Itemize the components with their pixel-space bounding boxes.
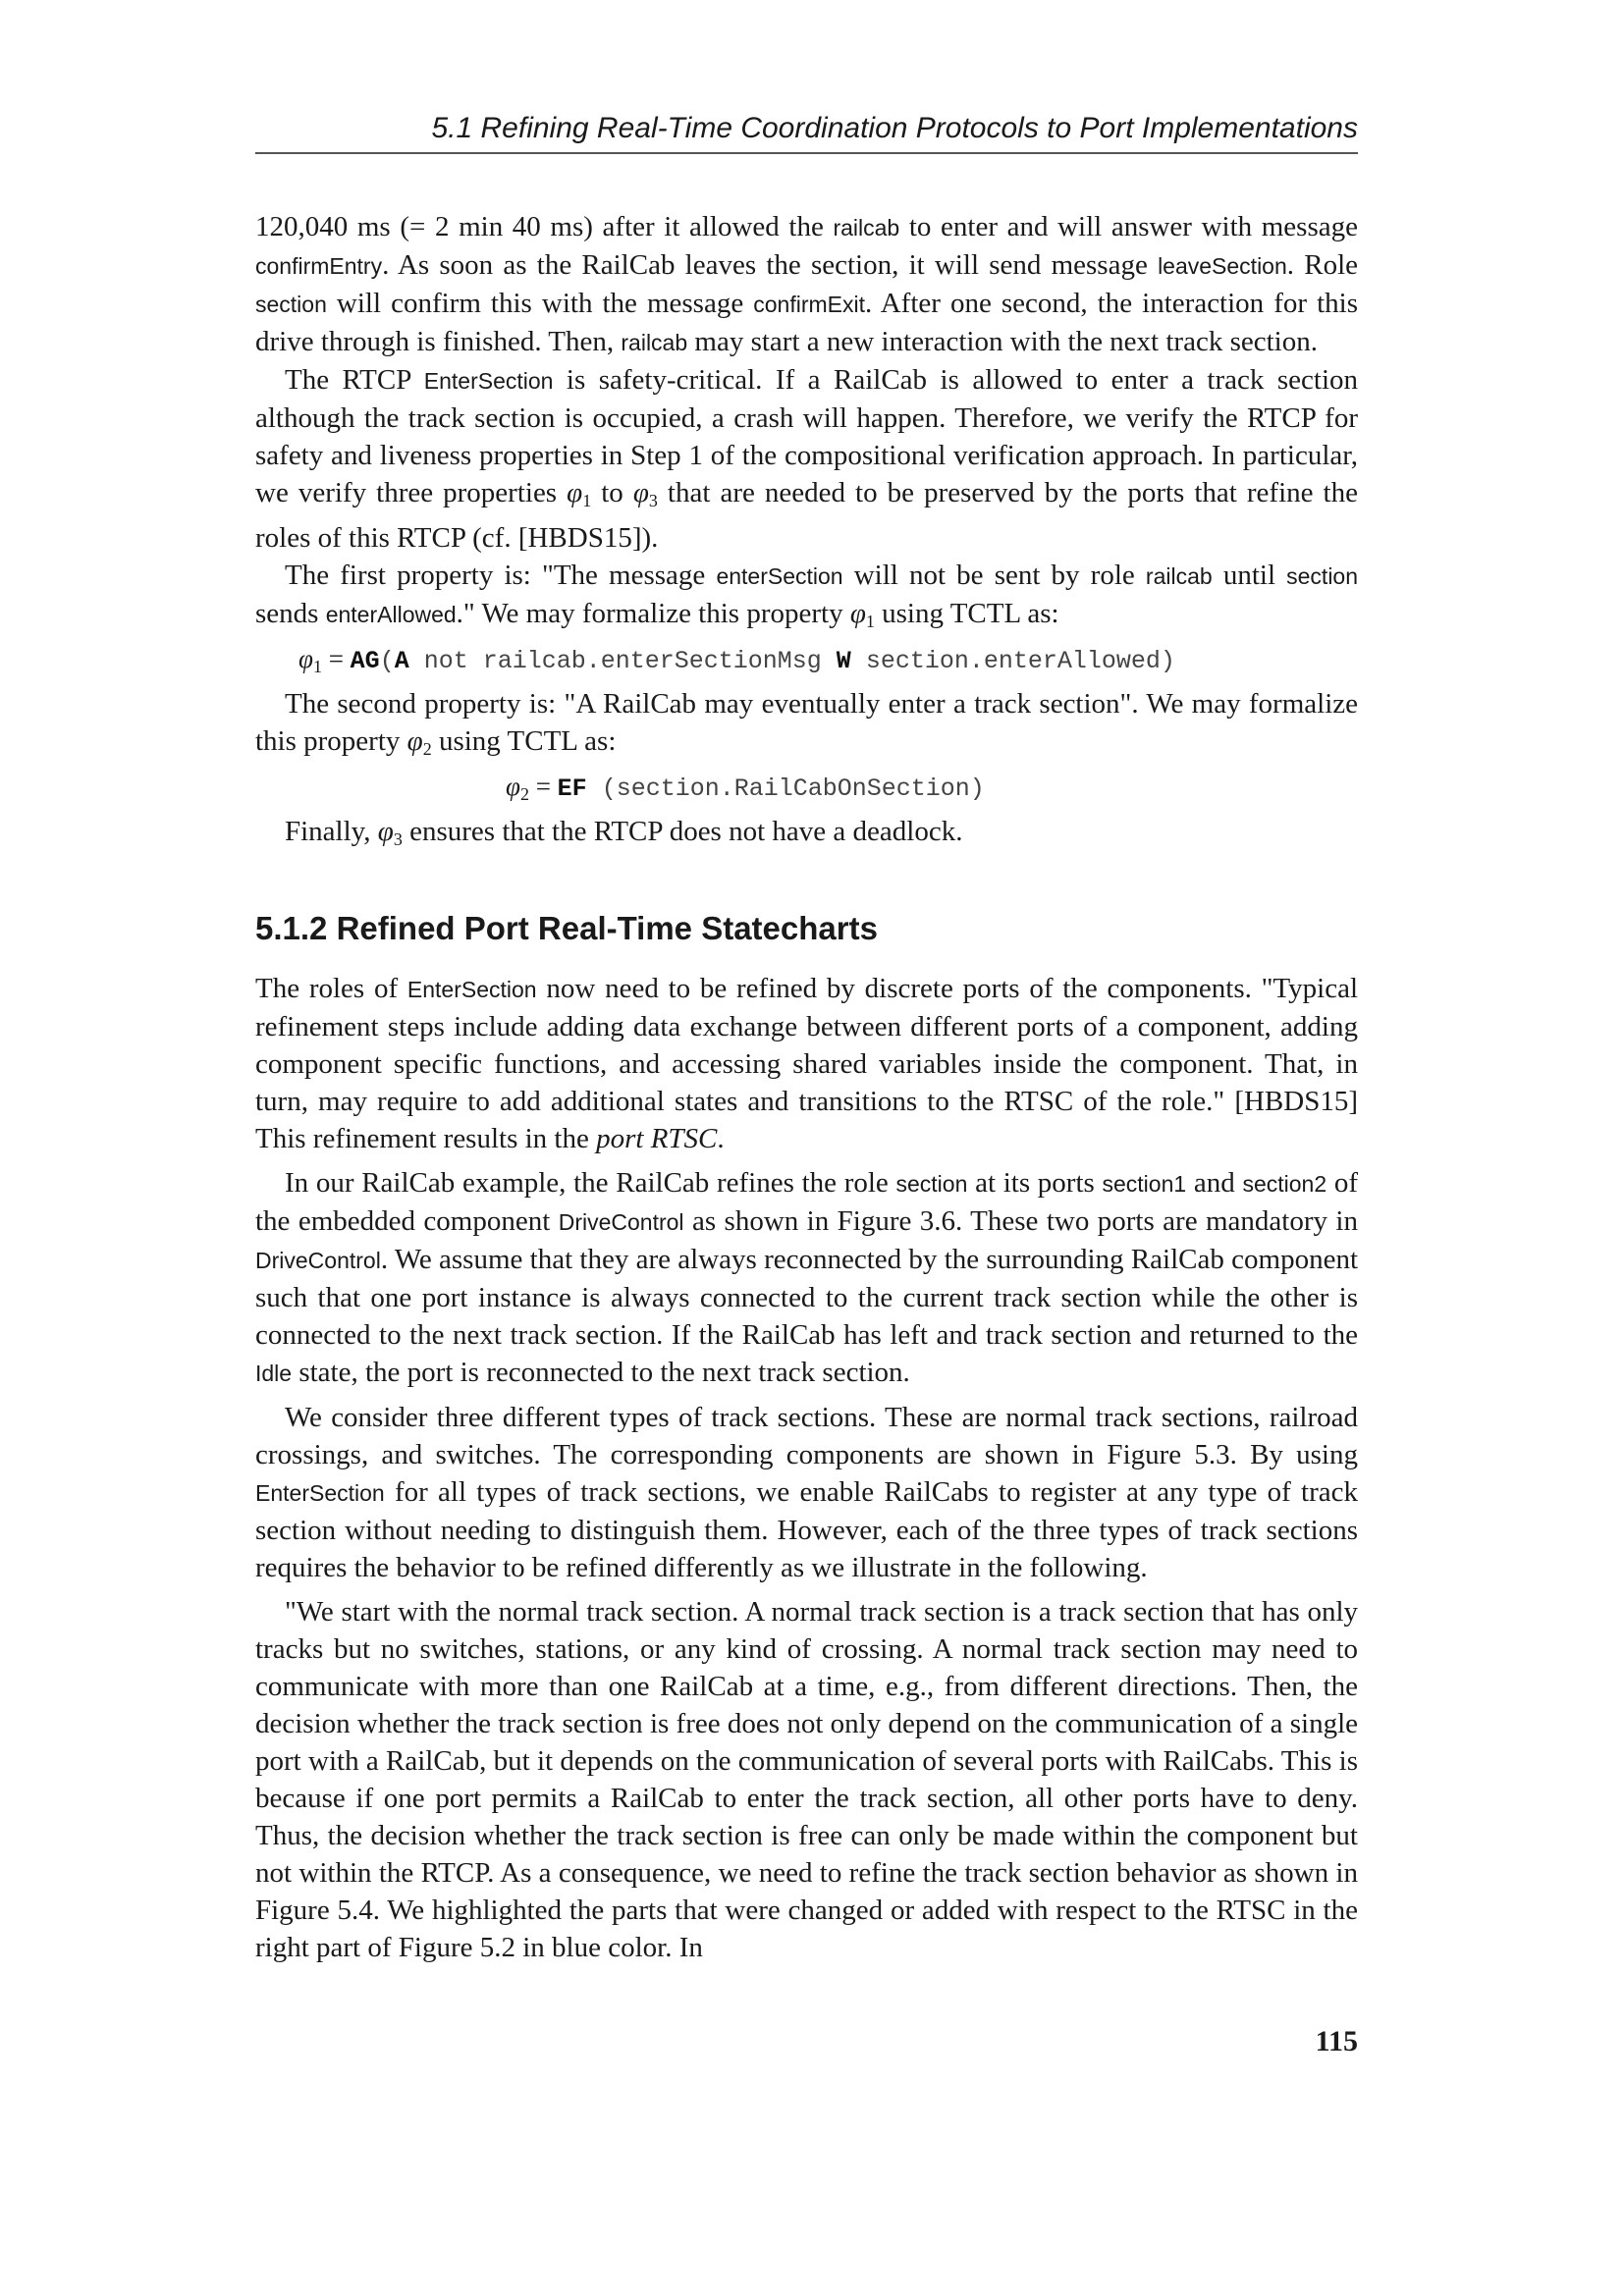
paragraph-2: The RTCP EnterSection is safety-critical. If a RailCab is allowed to enter a track section although the track section is occupied, a crash will happen. Therefore, we verify the RTCP for safety and liveness properties in Step 1 of the compositional verification approach. In particular, we verify three properties $\varphi_1$ to $\varphi_3$ that are needed to be preserved by the ports that refine the roles of this RTCP (cf. [HBDS15]).	[255, 364, 1358, 554]
formula-phi1: $\varphi_1 = AG(A$ not railcab.enterSectionMsg W section.enterAllowed)	[298, 644, 1175, 676]
paragraph-9: "We start with the normal track section. A normal track section is a track section that has only tracks but no switches, stations, or any kind of crossing. A normal track section may need to communicate with more than one RailCab at a time, e.g., from different directions. Then, the decision whether the track section is free does not only depend on the communication of a single port with a RailCab, but it depends on the communication of several ports with RailCabs. This is because if one port permits a RailCab to enter the track section, all other ports have to deny. Thus, the decision whether the track section is free can only be made within the component but not within the RTCP. As a consequence, we need to refine the track section behavior as shown in Figure 5.4. We highlighted the parts that were changed or added with respect to the RTSC in the right part of Figure 5.2 in blue color. In	[255, 1596, 1358, 1963]
header-rule	[255, 152, 1358, 154]
body-text	[255, 208, 1358, 1966]
paragraph-3: The first property is: "The message enterSection will not be sent by role railcab until section sends enterAllowed." We may formalize this property $\varphi_1$ using TCTL as:	[255, 560, 1359, 631]
section-heading: 5.1.2 Refined Port Real-Time Statecharts	[255, 910, 878, 946]
paragraph-4: The second property is: "A RailCab may eventually enter a track section". We may formalize this property $\varphi_2$ using TCTL as:	[255, 688, 1358, 759]
page-number: 115	[1315, 2025, 1358, 2057]
paragraph-6: The roles of EnterSection now need to be refined by discrete ports of the components. "Typical refinement steps include adding data exchange between different ports of a component, adding component specific functions, and accessing shared variables inside the component. That, in turn, may require to add additional states and transitions to the RTSC of the role." [HBDS15] This refinement results in the port RTSC.	[255, 973, 1358, 1154]
paragraph-7: In our RailCab example, the RailCab refines the role section at its ports section1 and section2 of the embedded component DriveControl as shown in Figure 3.6. These two ports are mandatory in DriveControl. We assume that they are always reconnected by the surrounding RailCab component such that one port instance is always connected to the current track section while the other is connected to the next track section. If the RailCab has left and track section and returned to the Idle state, the port is reconnected to the next track section.	[255, 1167, 1358, 1388]
paragraph-8: We consider three different types of track sections. These are normal track sections, railroad crossings, and switches. The corresponding components are shown in Figure 5.3. By using EnterSection for all types of track sections, we enable RailCabs to register at any type of track section without needing to distinguish them. However, each of the three types of track sections requires the behavior to be refined differently as we illustrate in the following.	[255, 1402, 1358, 1583]
running-head: 5.1 Refining Real-Time Coordination Protocols to Port Implementations	[431, 112, 1358, 144]
paragraph-5: Finally, $\varphi_3$ ensures that the RTCP does not have a deadlock.	[285, 816, 963, 849]
formula-phi2: $\varphi_2$ = EF (section.RailCabOnSection)	[506, 772, 985, 804]
paragraph-1: 120,040 ms (= 2 min 40 ms) after it allowed the railcab to enter and will answer with message confirmEntry. As soon as the RailCab leaves the section, it will send message leaveSection. Role section will confirm this with the message confirmExit. After one second, the interaction for this drive through is finished. Then, railcab may start a new interaction with the next track section.	[255, 211, 1358, 357]
